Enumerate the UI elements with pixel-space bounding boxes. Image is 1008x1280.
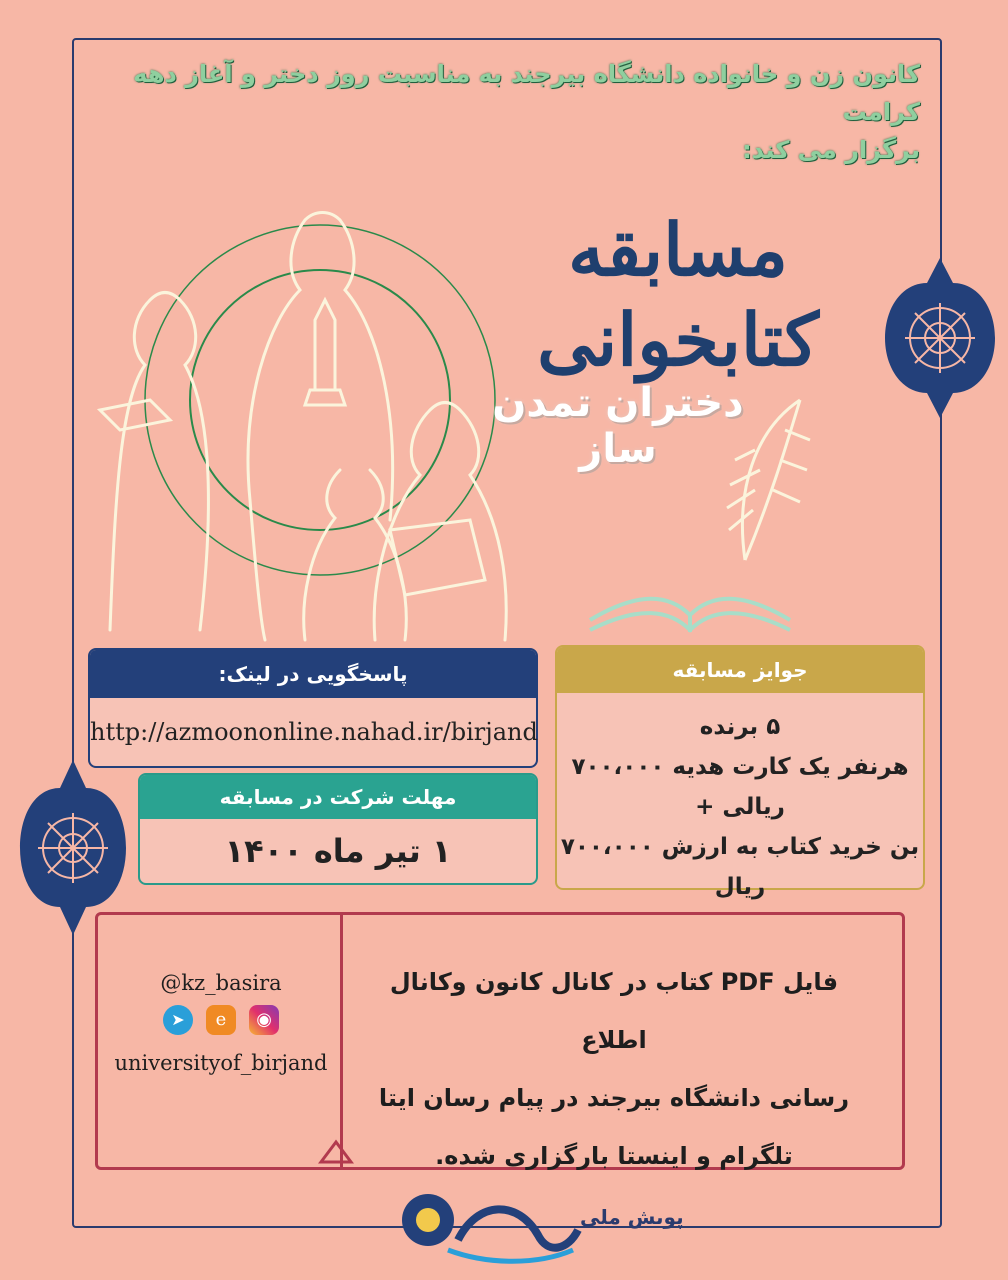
deadline-box [138,773,538,885]
intro-line-1: کانون زن و خانواده دانشگاه بیرجند به مناسبت روز دختر و آغاز دهه کرامت [133,60,920,126]
prize-winners: ۵ برنده [699,714,781,740]
instagram-icon[interactable]: ◉ [249,1005,279,1035]
feather-icon [715,390,825,570]
deadline-date: ۱ تیر ماه ۱۴۰۰ [224,832,452,870]
islamic-ornament-icon [18,760,128,935]
social-icons [106,1005,336,1039]
page-title: مسابقه کتابخوانی [537,207,819,382]
answer-link-box [88,648,538,768]
telegram-icon[interactable]: ➤ [163,1005,193,1035]
social-handle[interactable]: @kz_basira [160,971,282,995]
info-text [354,953,874,1185]
eitaa-icon[interactable]: e [206,1005,236,1035]
prizes-header: جوایز مسابقه [557,647,923,693]
university-handle[interactable]: universityof_birjand [114,1051,328,1075]
info-line-3: تلگرام و اینستا بارگزاری شده. [435,1142,793,1170]
triangle-icon [316,1137,356,1167]
intro-text [100,55,920,169]
info-box [95,912,905,1170]
deadline-header: مهلت شرکت در مسابقه [140,775,536,819]
prize-gift-card: هرنفر یک کارت هدیه ۷۰۰،۰۰۰ ریالی + [571,754,909,820]
intro-line-2: برگزار می کند: [742,136,920,164]
page-subtitle: دختران تمدن ساز [492,380,744,472]
open-book-icon [580,560,800,640]
answer-link-header: پاسخگویی در لینک: [90,650,536,698]
prize-book-voucher: بن خرید کتاب به ارزش ۷۰۰،۰۰۰ ریال [560,834,920,900]
answer-link-url[interactable]: http://azmoononline.nahad.ir/birjand [90,718,538,746]
prizes-box [555,645,925,900]
info-line-1: فایل PDF کتاب در کانال کانون وکانال اطلاع [389,968,839,1054]
info-divider [340,915,343,1170]
logo-text: پویش ملی [580,1205,684,1229]
info-line-2: رسانی دانشگاه بیرجند در پیام رسان ایتا [378,1084,850,1112]
islamic-ornament-icon [883,258,998,418]
social-links [106,965,336,1081]
